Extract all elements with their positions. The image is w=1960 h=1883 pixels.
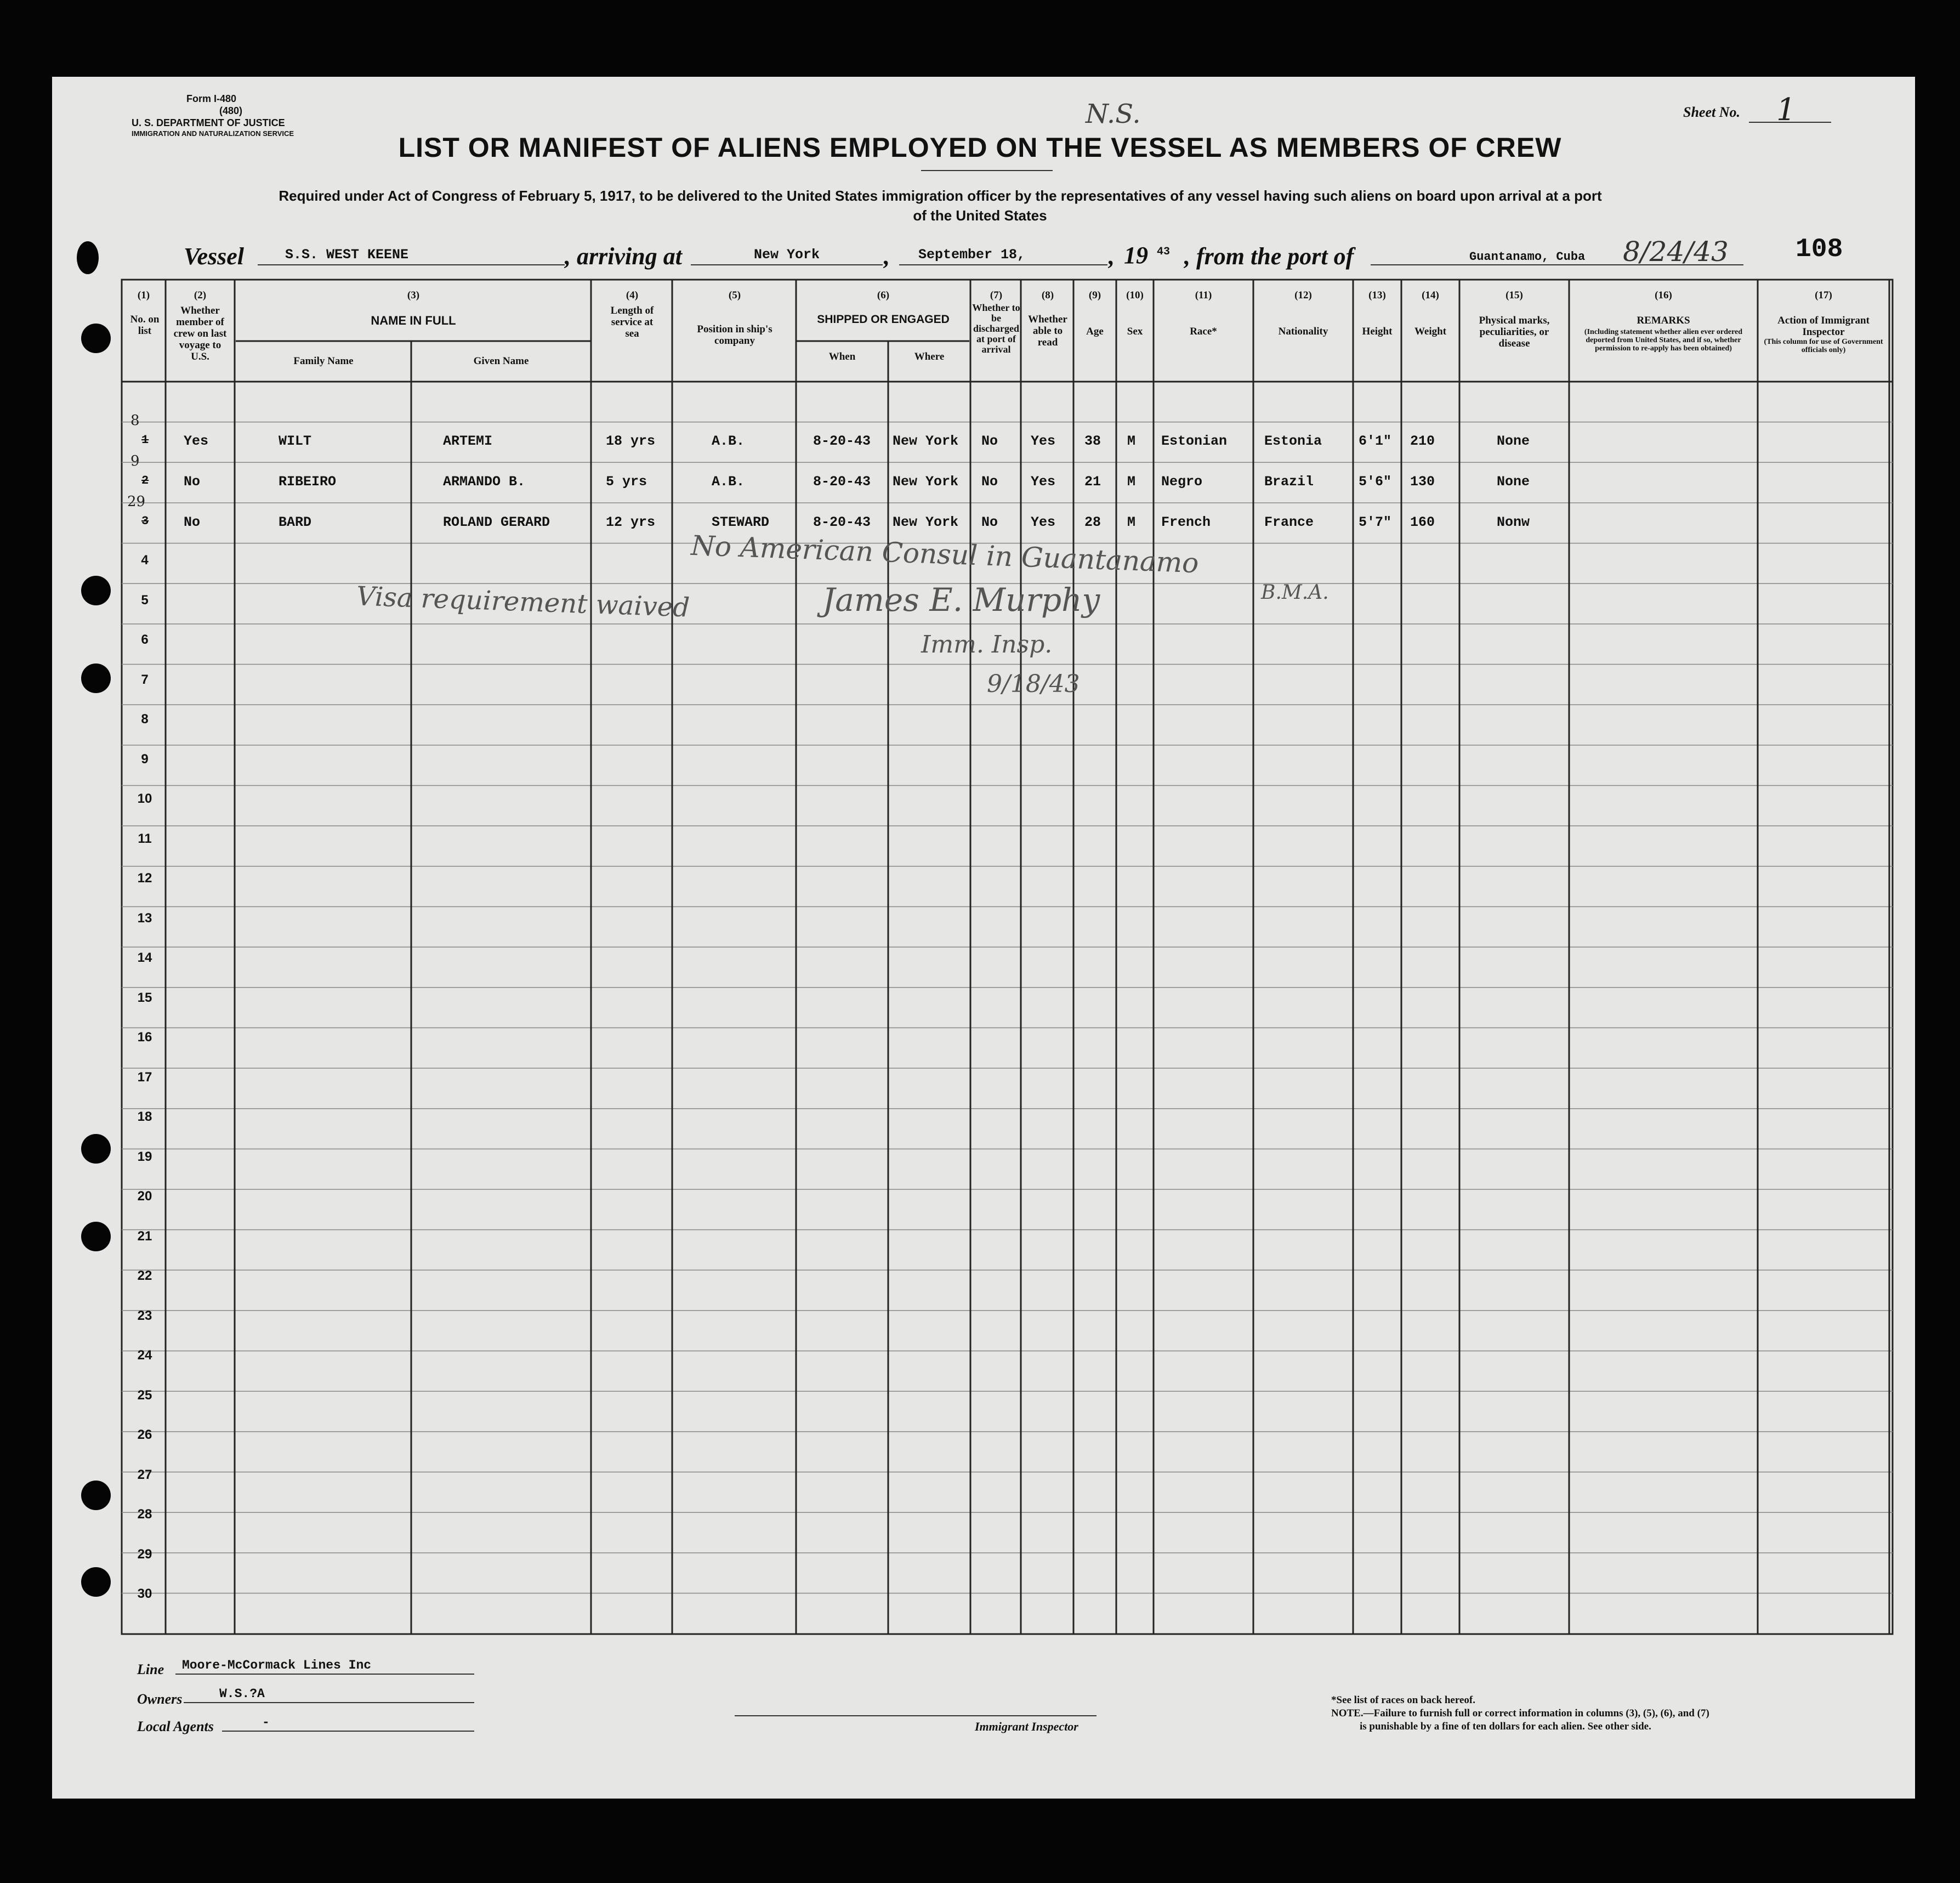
row-weight: 160 <box>1410 514 1435 530</box>
col16-subheader: (Including statement whether alien ever ordered deported from United States, and if so, whether permission to re-apply has been obtained) <box>1584 328 1743 353</box>
row-number-label: 4 <box>141 553 149 568</box>
row-marks: None <box>1497 474 1530 490</box>
year-comma: , <box>1109 243 1115 270</box>
vessel-name: S.S. WEST KEENE <box>285 247 409 263</box>
from-port-label: , from the port of <box>1184 243 1354 270</box>
row-number-label: 5 <box>141 592 149 608</box>
row-marks: None <box>1497 433 1530 449</box>
row-number-label: 6 <box>141 632 149 647</box>
col16-header: REMARKS <box>1637 315 1690 326</box>
col15-header: Physical marks, peculiarities, or disease <box>1479 315 1550 349</box>
row-number-label: 16 <box>137 1030 152 1045</box>
row-family-name: RIBEIRO <box>279 474 337 490</box>
row-number-label: 22 <box>137 1268 152 1283</box>
page-title: LIST OR MANIFEST OF ALIENS EMPLOYED ON THE VESSEL AS MEMBERS OF CREW <box>398 132 1562 163</box>
row-sex: M <box>1127 474 1136 490</box>
col4-num: (4) <box>626 290 639 301</box>
row-nationality: Estonia <box>1264 433 1322 449</box>
row-number: 2 <box>141 474 149 487</box>
owners-label: Owners <box>137 1691 183 1707</box>
row-number-label: 18 <box>137 1109 152 1124</box>
row-number-label: 26 <box>137 1427 152 1442</box>
row-hand-number: 9 <box>130 453 140 469</box>
col12-header: Nationality <box>1278 326 1328 337</box>
col3b-header: Given Name <box>473 355 529 367</box>
col3-header: NAME IN FULL <box>371 314 456 327</box>
row-number-label: 23 <box>137 1308 152 1323</box>
handwritten-signature: James E. Murphy <box>822 581 1100 619</box>
arrival-date: September 18, <box>918 247 1026 263</box>
row-family-name: WILT <box>279 433 312 449</box>
row-weight: 210 <box>1410 433 1435 449</box>
col6-header: SHIPPED OR ENGAGED <box>817 313 950 326</box>
row-race: Estonian <box>1161 433 1228 449</box>
row-number-label: 24 <box>137 1348 152 1363</box>
form-sub: (480) <box>219 105 243 116</box>
row-number: 3 <box>141 514 149 528</box>
row-where: New York <box>893 474 959 490</box>
row-nationality: France <box>1264 514 1314 530</box>
col9-header: Age <box>1086 326 1104 337</box>
row-age: 21 <box>1084 474 1101 490</box>
line-underline <box>175 1674 474 1675</box>
agents-label: Local Agents <box>137 1718 214 1734</box>
row-service: 12 yrs <box>606 514 656 530</box>
row-height: 6'1" <box>1359 433 1392 449</box>
line-label: Line <box>137 1661 164 1677</box>
row-sex: M <box>1127 433 1136 449</box>
col6-num: (6) <box>877 290 890 301</box>
col8-num: (8) <box>1041 290 1054 301</box>
col4-header: Length of service at sea <box>610 305 654 339</box>
inspector-signature-line <box>735 1715 1097 1716</box>
agents-underline <box>222 1731 474 1732</box>
col5-num: (5) <box>728 290 741 301</box>
col3a-header: Family Name <box>293 355 354 367</box>
row-hand-number: 8 <box>130 412 140 429</box>
row-number-label: 19 <box>137 1149 152 1164</box>
agents-value: - <box>262 1715 270 1729</box>
col6b-header: Where <box>914 351 945 362</box>
row-last-voyage: No <box>184 474 201 490</box>
handwritten-initials: B.M.A. <box>1261 581 1329 604</box>
comma: , <box>884 243 890 270</box>
owners-value: W.S.?A <box>219 1687 265 1701</box>
handwritten-consul-note: No American Consul in Guantanamo <box>690 529 1200 580</box>
row-family-name: BARD <box>279 514 312 530</box>
footer-note-2: NOTE.—Failure to furnish full or correct information in columns (3), (5), (6), and (7) <box>1331 1708 1709 1719</box>
col15-num: (15) <box>1505 290 1523 301</box>
col9-num: (9) <box>1088 290 1101 301</box>
row-where: New York <box>893 514 959 530</box>
row-number-label: 20 <box>137 1189 152 1204</box>
subtitle-line2: of the United States <box>913 207 1047 224</box>
col8-header: Whether able to read <box>1028 314 1067 348</box>
row-when: 8-20-43 <box>813 433 871 449</box>
col17-header: Action of Immigrant Inspector <box>1777 315 1870 338</box>
col7-num: (7) <box>990 290 1003 301</box>
row-read: Yes <box>1031 433 1056 449</box>
row-number-label: 17 <box>137 1069 152 1085</box>
col10-num: (10) <box>1126 290 1144 301</box>
row-discharged: No <box>981 514 998 530</box>
row-number-label: 9 <box>141 751 149 767</box>
row-number-label: 7 <box>141 672 149 687</box>
col1-header: No. on list <box>130 314 160 337</box>
col17-num: (17) <box>1815 290 1832 301</box>
form-number: Form I-480 <box>186 93 237 104</box>
handwritten-inspection-date: 9/18/43 <box>987 670 1080 698</box>
col14-header: Weight <box>1414 326 1447 337</box>
row-number-label: 11 <box>138 831 152 846</box>
row-given-name: ROLAND GERARD <box>443 514 550 530</box>
row-discharged: No <box>981 474 998 490</box>
footer-note-1: *See list of races on back hereof. <box>1331 1694 1475 1706</box>
col12-num: (12) <box>1294 290 1312 301</box>
row-number-label: 13 <box>137 910 152 926</box>
row-nationality: Brazil <box>1264 474 1314 490</box>
row-read: Yes <box>1031 514 1056 530</box>
row-age: 28 <box>1084 514 1101 530</box>
row-number-label: 29 <box>137 1546 152 1562</box>
row-number-label: 15 <box>137 990 152 1005</box>
arriving-label: , arriving at <box>565 243 682 270</box>
handwritten-date: 8/24/43 <box>1623 236 1729 268</box>
col5-header: Position in ship's company <box>697 324 772 347</box>
row-race: French <box>1161 514 1211 530</box>
sheet-label: Sheet No. <box>1683 104 1740 120</box>
col11-header: Race* <box>1190 326 1217 337</box>
row-marks: Nonw <box>1497 514 1530 530</box>
row-given-name: ARMANDO B. <box>443 474 526 490</box>
col11-num: (11) <box>1195 290 1212 301</box>
row-given-name: ARTEMI <box>443 433 493 449</box>
row-number-label: 25 <box>137 1387 152 1403</box>
col3-num: (3) <box>407 290 420 301</box>
row-when: 8-20-43 <box>813 474 871 490</box>
row-race: Negro <box>1161 474 1203 490</box>
row-number-label: 21 <box>137 1228 152 1244</box>
col13-num: (13) <box>1368 290 1386 301</box>
row-number-label: 27 <box>137 1467 152 1482</box>
year-prefix: 19 <box>1124 242 1148 269</box>
row-number-label: 14 <box>137 950 152 965</box>
col1-num: (1) <box>137 290 150 301</box>
col17-subheader: (This column for use of Government officials only) <box>1764 338 1883 354</box>
row-hand-number: 29 <box>127 494 146 510</box>
service-name: IMMIGRATION AND NATURALIZATION SERVICE <box>132 129 294 138</box>
row-service: 18 yrs <box>606 433 656 449</box>
row-service: 5 yrs <box>606 474 647 490</box>
col7-header: Whether to be discharged at port of arrival <box>972 302 1020 355</box>
row-discharged: No <box>981 433 998 449</box>
row-position: STEWARD <box>712 514 770 530</box>
department-name: U. S. DEPARTMENT OF JUSTICE <box>132 117 285 128</box>
col6a-header: When <box>828 351 856 362</box>
row-last-voyage: No <box>184 514 201 530</box>
row-number-label: 28 <box>137 1507 152 1522</box>
row-when: 8-20-43 <box>813 514 871 530</box>
row-number-label: 10 <box>137 791 152 806</box>
arriving-at: New York <box>754 247 820 263</box>
col16-num: (16) <box>1655 290 1672 301</box>
col2-num: (2) <box>194 290 207 301</box>
handwritten-top: N.S. <box>1086 99 1141 129</box>
row-age: 38 <box>1084 433 1101 449</box>
vessel-label: Vessel <box>184 243 244 270</box>
row-last-voyage: Yes <box>184 433 209 449</box>
subtitle-line1: Required under Act of Congress of February 5, 1917, to be delivered to the United States immigration officer by the representatives of any vessel having such aliens on board upon arrival at a port <box>279 188 1602 204</box>
row-number-label: 12 <box>137 871 152 886</box>
line-value: Moore-McCormack Lines Inc <box>182 1658 372 1672</box>
row-sex: M <box>1127 514 1136 530</box>
row-weight: 130 <box>1410 474 1435 490</box>
col13-header: Height <box>1362 326 1393 337</box>
col10-header: Sex <box>1127 326 1143 337</box>
owners-underline <box>184 1702 474 1703</box>
row-number: 1 <box>141 433 149 447</box>
footer-note-3: is punishable by a fine of ten dollars for each alien. See other side. <box>1360 1721 1651 1732</box>
col2-header: Whether member of crew on last voyage to U.S. <box>173 305 227 362</box>
inspector-label: Immigrant Inspector <box>975 1720 1078 1733</box>
sheet-value: 1 <box>1776 92 1796 128</box>
row-height: 5'7" <box>1359 514 1392 530</box>
row-read: Yes <box>1031 474 1056 490</box>
row-number-label: 8 <box>141 712 149 727</box>
row-number-label: 30 <box>137 1586 152 1601</box>
port-name: Guantanamo, Cuba <box>1469 250 1586 264</box>
row-position: A.B. <box>712 474 745 490</box>
row-where: New York <box>893 433 959 449</box>
row-height: 5'6" <box>1359 474 1392 490</box>
row-position: A.B. <box>712 433 745 449</box>
year-value: 43 <box>1157 246 1171 258</box>
stamp-number: 108 <box>1796 235 1843 264</box>
handwritten-visa-note: Visa requirement waived <box>356 581 690 623</box>
handwritten-title: Imm. Insp. <box>921 631 1053 659</box>
col14-num: (14) <box>1422 290 1439 301</box>
